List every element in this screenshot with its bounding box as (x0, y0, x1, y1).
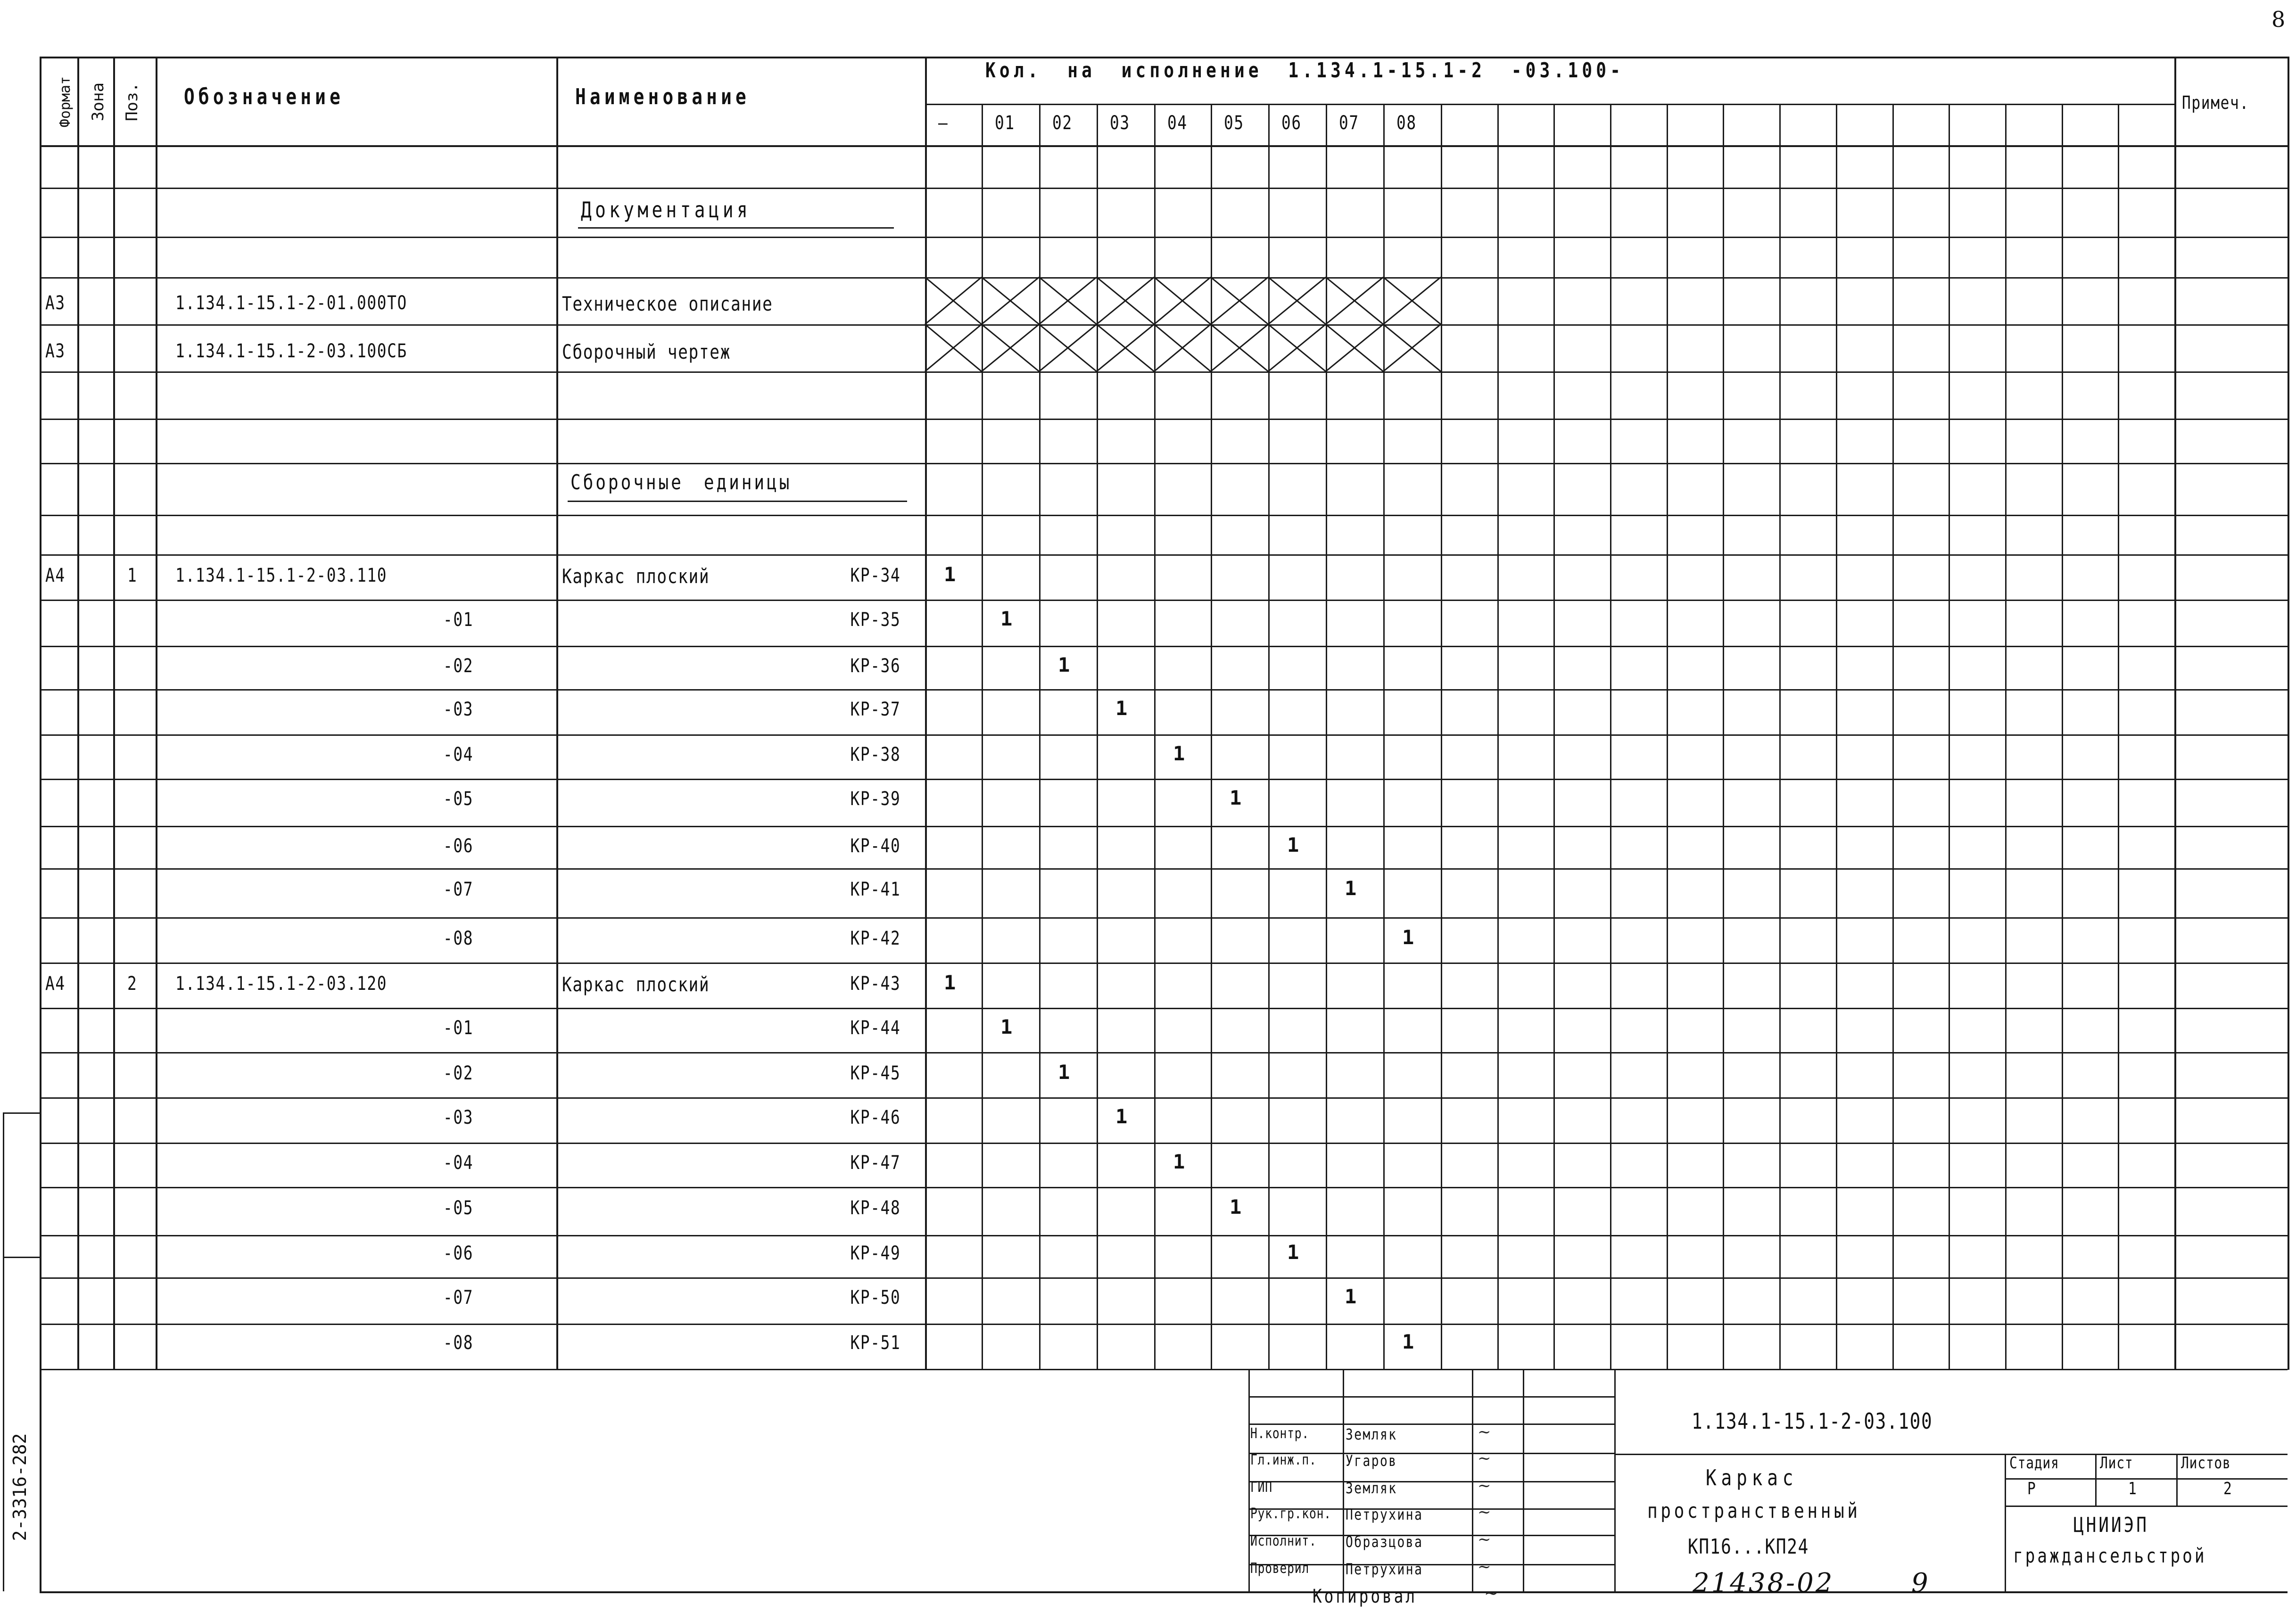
stage-value: Р (2027, 1479, 2037, 1498)
handwritten-signature-icon: ~ (1478, 1423, 1491, 1441)
unit-code: КР-46 (850, 1107, 900, 1128)
signature-role: Проверил (1250, 1560, 1310, 1577)
section-documentation: Документация (581, 197, 752, 222)
unit-code: КР-50 (850, 1287, 900, 1309)
unit-designation: -05 (443, 788, 474, 810)
doc-name: Техническое описание (562, 292, 773, 315)
unit-code: КР-44 (850, 1017, 900, 1039)
doc-designation: 1.134.1-15.1-2-03.100СБ (175, 340, 407, 362)
variant-header-label: — (938, 112, 949, 134)
unit-qty: 1 (1173, 742, 1185, 765)
org-line-2: граждансельстрой (2013, 1544, 2207, 1567)
variant-header-label: 01 (995, 112, 1015, 134)
unit-designation: -02 (443, 1062, 474, 1084)
unit-qty: 1 (1345, 877, 1357, 900)
unit-designation: -08 (443, 928, 474, 949)
unit-designation: -01 (443, 609, 474, 631)
section-assembly-units: Сборочные единицы (570, 470, 792, 494)
title-line-3: КП16...КП24 (1688, 1535, 1809, 1559)
unit-qty: 1 (944, 563, 956, 586)
variant-header-label: 06 (1281, 112, 1302, 134)
copied-by: Копировал (1313, 1586, 1418, 1607)
unit-pos: 1 (127, 565, 138, 586)
unit-designation: -06 (443, 1243, 474, 1264)
signature-name: Петрухина (1346, 1560, 1423, 1578)
handwritten-signature-icon: ~ (1478, 1557, 1491, 1576)
handwritten-signature-icon: ~ (1478, 1449, 1491, 1468)
unit-designation: -03 (443, 1107, 474, 1128)
unit-code: КР-47 (850, 1152, 900, 1174)
unit-name: Каркас плоский (562, 565, 710, 588)
header-pos: Поз. (123, 82, 141, 121)
variant-header-label: 02 (1052, 112, 1073, 134)
org-line-1: ЦНИИЭП (2073, 1513, 2149, 1537)
unit-code: КР-51 (850, 1332, 900, 1354)
unit-qty: 1 (1000, 1015, 1013, 1038)
variant-header-label: 08 (1396, 112, 1417, 134)
variant-header-label: 07 (1339, 112, 1359, 134)
page-number: 8 (2271, 7, 2286, 32)
unit-code: КР-48 (850, 1197, 900, 1219)
signature-role: ГИП (1250, 1479, 1272, 1496)
side-stamp: 2-3316-282 (9, 1433, 30, 1541)
unit-code: КР-41 (850, 879, 900, 900)
signature-name: Петрухина (1346, 1506, 1423, 1523)
unit-qty: 1 (1000, 607, 1013, 630)
doc-name: Сборочный чертеж (562, 340, 731, 363)
doc-format: А3 (45, 292, 66, 314)
handwritten-signature-icon: ~ (1478, 1530, 1491, 1549)
doc-designation: 1.134.1-15.1-2-01.000ТО (175, 292, 407, 314)
unit-format: А4 (45, 565, 66, 586)
variant-header-label: 05 (1224, 112, 1244, 134)
signature-name: Земляк (1346, 1479, 1397, 1497)
signature-name: Образцова (1346, 1533, 1423, 1551)
unit-code: КР-39 (850, 788, 900, 810)
signature-role: Исполнит. (1250, 1533, 1317, 1549)
unit-qty: 1 (1173, 1150, 1185, 1173)
header-format: Формат (57, 76, 74, 128)
unit-designation: -01 (443, 1017, 474, 1039)
unit-designation: -04 (443, 1152, 474, 1174)
unit-designation: -06 (443, 835, 474, 857)
signature-role: Гл.инж.п. (1250, 1452, 1317, 1468)
unit-designation: -07 (443, 1287, 474, 1309)
unit-code: КР-35 (850, 609, 900, 631)
unit-qty: 1 (1230, 1195, 1242, 1218)
unit-qty: 1 (1402, 1330, 1414, 1353)
variant-header-label: 03 (1110, 112, 1130, 134)
signature-name: Земляк (1346, 1425, 1397, 1443)
unit-designation: 1.134.1-15.1-2-03.120 (175, 973, 388, 995)
footer-page: 9 (1911, 1568, 1928, 1598)
header-zone: Зона (89, 82, 107, 121)
sheet-value: 1 (2128, 1479, 2138, 1498)
unit-code: КР-42 (850, 928, 900, 949)
doc-format: А3 (45, 340, 66, 362)
title-line-2: пространственный (1647, 1499, 1861, 1523)
unit-qty: 1 (1287, 1241, 1299, 1264)
unit-code: КР-43 (850, 973, 900, 995)
header-name: Наименование (575, 84, 750, 109)
unit-name: Каркас плоский (562, 973, 710, 996)
unit-qty: 1 (1115, 1105, 1128, 1128)
title-line-1: Каркас (1706, 1465, 1798, 1490)
handwritten-signature-icon: ~ (1478, 1476, 1491, 1495)
unit-qty: 1 (1115, 697, 1128, 720)
unit-designation: -07 (443, 879, 474, 900)
handwritten-signature-icon: ~ (1478, 1503, 1491, 1522)
copied-by-signature: ~ (1484, 1584, 1499, 1603)
title-doc-number: 1.134.1-15.1-2-03.100 (1692, 1408, 1933, 1434)
unit-code: КР-45 (850, 1062, 900, 1084)
unit-designation: -03 (443, 699, 474, 720)
unit-qty: 1 (1287, 833, 1299, 856)
footer-number: 21438-02 (1693, 1568, 1834, 1598)
stage-label: Стадия (2009, 1454, 2059, 1473)
signature-role: Рук.гр.кон. (1250, 1506, 1331, 1522)
unit-designation: -08 (443, 1332, 474, 1354)
unit-code: КР-49 (850, 1243, 900, 1264)
header-designation: Обозначение (184, 84, 345, 109)
unit-designation: -02 (443, 655, 474, 677)
sheets-value: 2 (2223, 1479, 2233, 1498)
unit-qty: 1 (1058, 653, 1070, 676)
sheets-label: Листов (2181, 1454, 2231, 1473)
signature-name: Угаров (1346, 1452, 1397, 1470)
unit-qty: 1 (1345, 1285, 1357, 1308)
unit-code: КР-38 (850, 744, 900, 765)
unit-code: КР-40 (850, 835, 900, 857)
variant-header-label: 04 (1167, 112, 1188, 134)
unit-qty: 1 (1058, 1061, 1070, 1084)
unit-code: КР-36 (850, 655, 900, 677)
header-quantity: Кол. на исполнение 1.134.1-15.1-2 -03.100- (985, 58, 1625, 82)
unit-designation: 1.134.1-15.1-2-03.110 (175, 565, 388, 586)
sheet-label: Лист (2100, 1454, 2133, 1473)
unit-qty: 1 (1402, 926, 1414, 949)
unit-format: А4 (45, 973, 66, 995)
unit-code: КР-34 (850, 565, 900, 586)
signature-role: Н.контр. (1250, 1425, 1310, 1442)
unit-designation: -05 (443, 1197, 474, 1219)
unit-pos: 2 (127, 973, 138, 995)
unit-qty: 1 (1230, 786, 1242, 809)
unit-code: КР-37 (850, 699, 900, 720)
unit-designation: -04 (443, 744, 474, 765)
unit-qty: 1 (944, 971, 956, 994)
header-note: Примеч. (2182, 92, 2249, 113)
